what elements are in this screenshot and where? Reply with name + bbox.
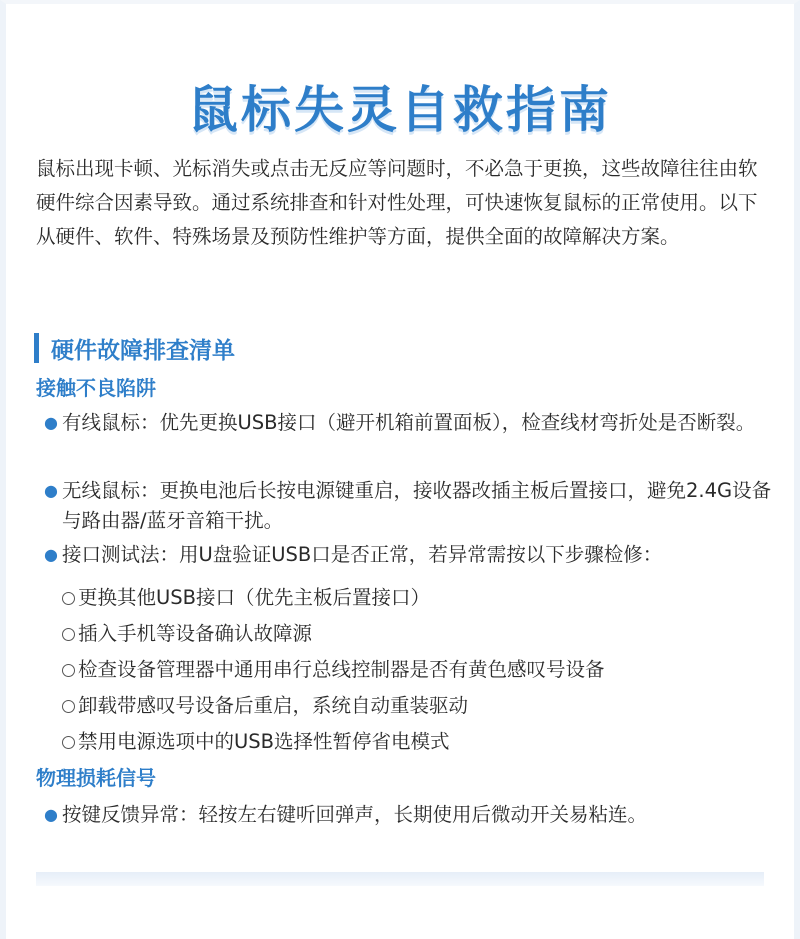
section-accent-bar	[34, 333, 39, 363]
step-item-3: 检查设备管理器中通用串行总线控制器是否有黄色感叹号设备	[62, 655, 762, 685]
bullet-dot-icon: ●	[44, 413, 58, 432]
bullet-dot-icon: ●	[44, 481, 58, 500]
bullet-dot-icon: ●	[44, 805, 58, 824]
subheading-contact: 接触不良陷阱	[36, 376, 156, 400]
circle-marker-icon	[62, 628, 75, 641]
circle-marker-icon	[62, 700, 75, 713]
subheading-wear: 物理损耗信号	[36, 766, 156, 790]
footer-divider	[36, 872, 764, 886]
list-item-wireless-mouse: ● 无线鼠标：更换电池后长按电源键重启，接收器改插主板后置接口，避免2.4G设备与路由器/蓝牙音箱干扰。	[44, 476, 774, 536]
bullet-dot-icon: ●	[44, 545, 58, 564]
list-item-button-feedback: ● 按键反馈异常：轻按左右键听回弹声，长期使用后微动开关易粘连。	[44, 800, 774, 830]
step-item-5: 禁用电源选项中的USB选择性暂停省电模式	[62, 727, 762, 757]
section-heading-hardware	[34, 332, 235, 364]
page-title: 鼠标失灵自救指南	[188, 81, 612, 139]
intro-paragraph: 鼠标出现卡顿、光标消失或点击无反应等问题时，不必急于更换，这些故障往往由软硬件综合因素导致。通过系统排查和针对性处理，可快速恢复鼠标的正常使用。以下从硬件、软件、特殊场景及预防性维护等方面，提供全面的故障解决方案。	[36, 157, 758, 248]
step-item-2: 插入手机等设备确认故障源	[62, 619, 762, 649]
step-item-4: 卸载带感叹号设备后重启，系统自动重装驱动	[62, 691, 762, 721]
list-item-wired-mouse: ● 有线鼠标：优先更换USB接口（避开机箱前置面板），检查线材弯折处是否断裂。	[44, 408, 774, 438]
list-item-port-test: ● 接口测试法：用U盘验证USB口是否正常，若异常需按以下步骤检修：	[44, 540, 774, 570]
step-item-1: 更换其他USB接口（优先主板后置接口）	[62, 583, 762, 613]
section-title: 硬件故障排查清单	[51, 337, 235, 364]
circle-marker-icon	[62, 736, 75, 749]
circle-marker-icon	[62, 664, 75, 677]
circle-marker-icon	[62, 592, 75, 605]
